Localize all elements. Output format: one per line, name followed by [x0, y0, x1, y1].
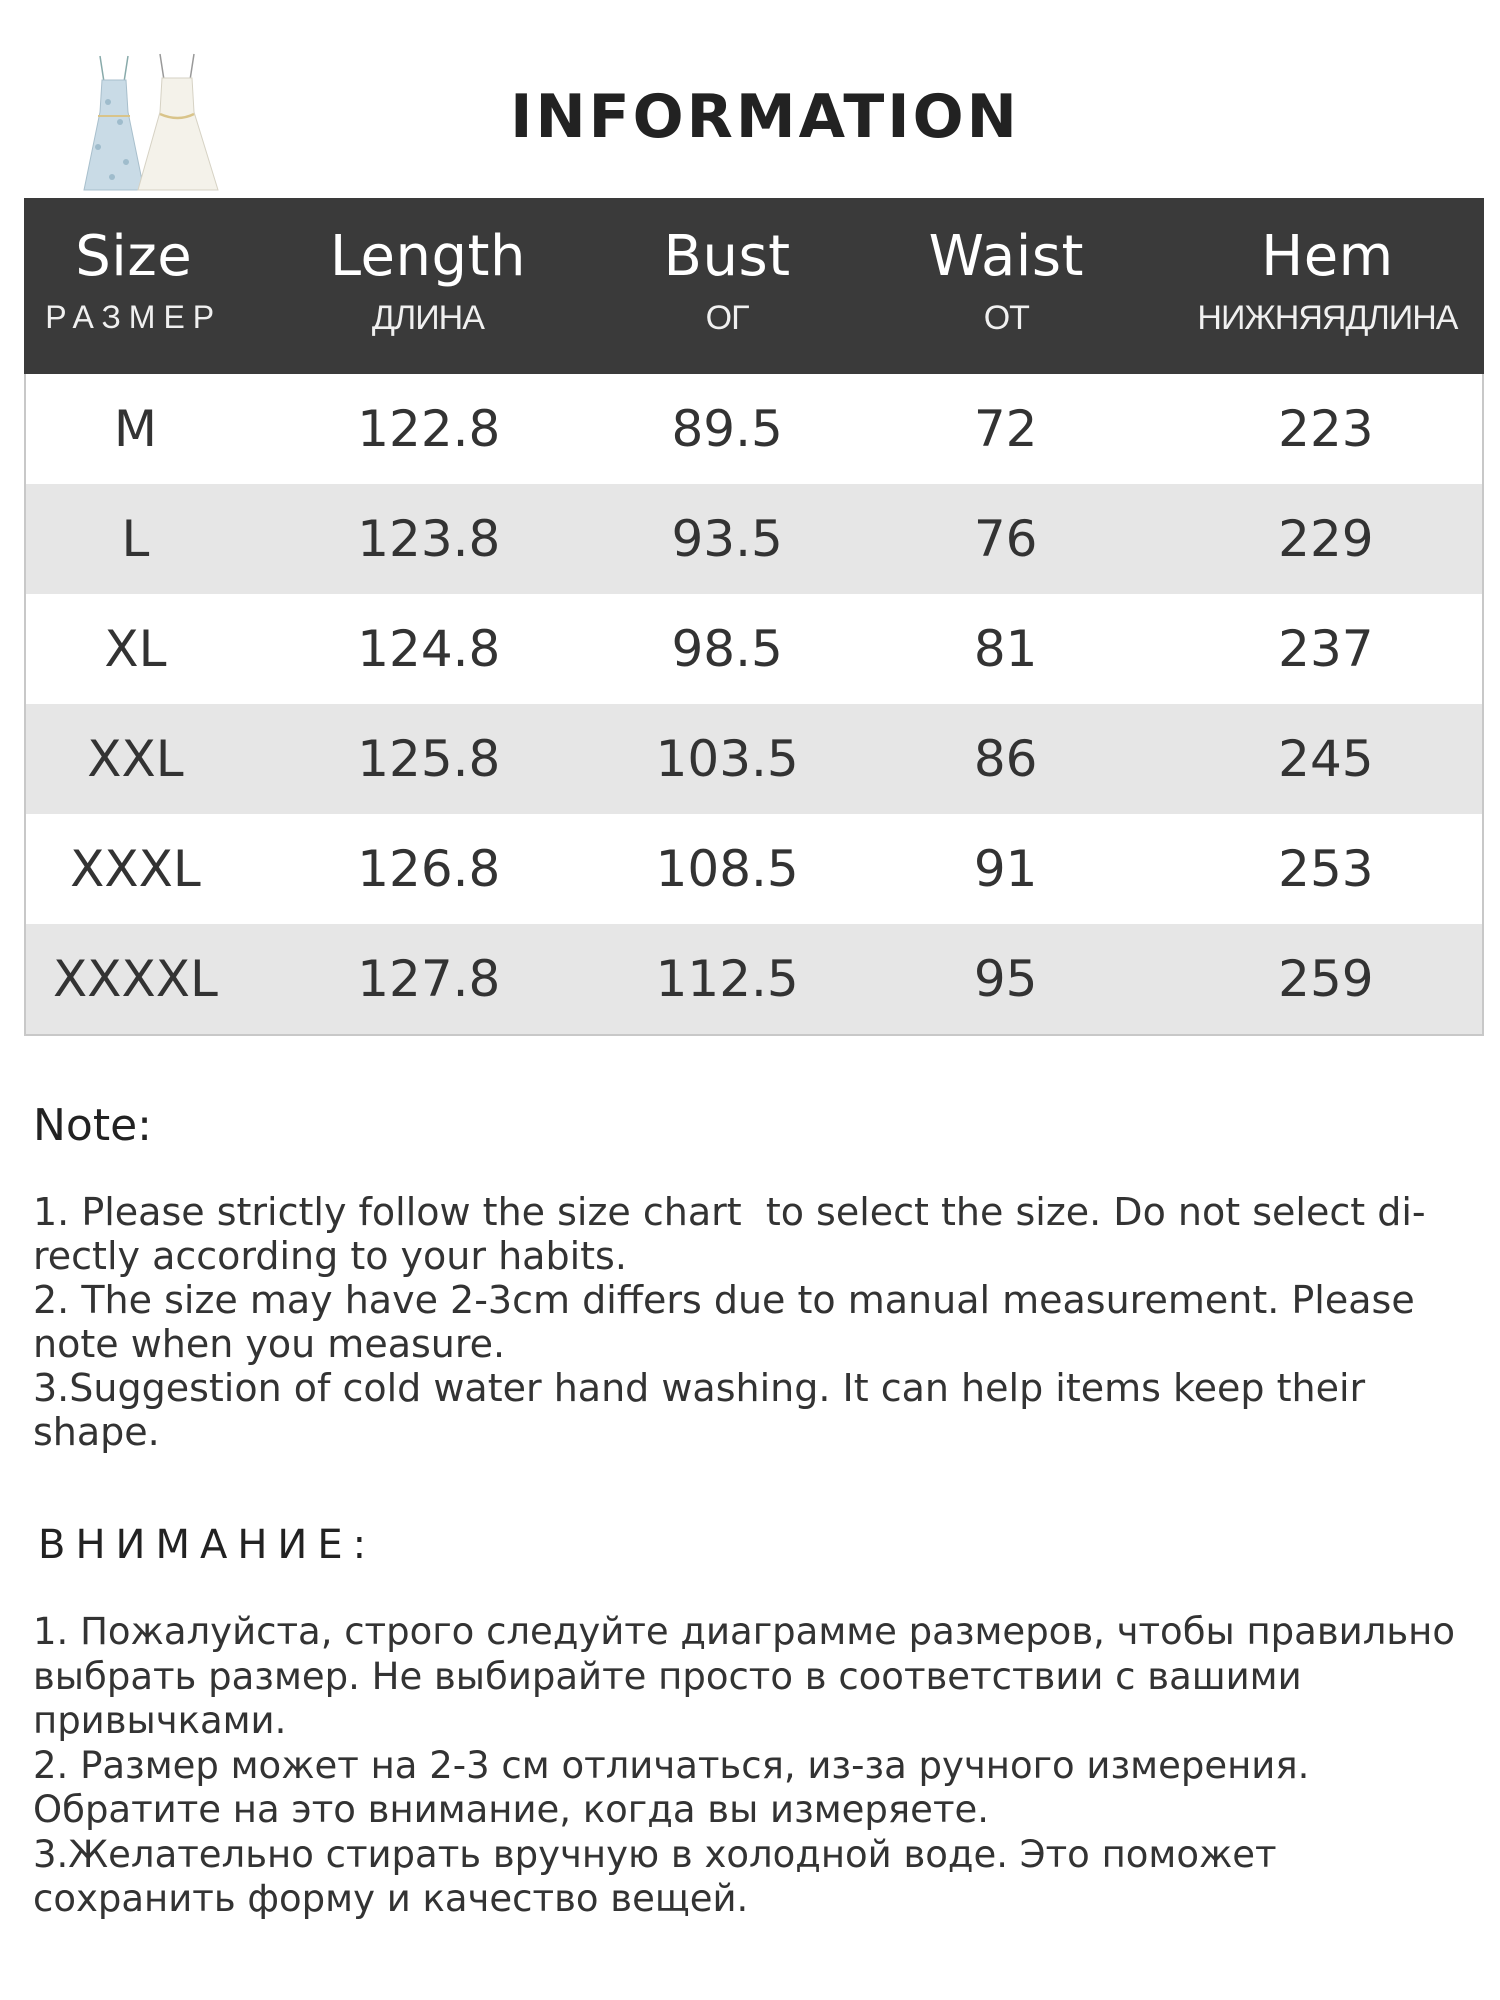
ru-note-heading: ВНИМАНИЕ: — [38, 1522, 377, 1568]
cell-size: M — [113, 400, 157, 458]
ru-note-line: 1. Пожалуйста, строго следуйте диаграмме размеров, чтобы правильно — [33, 1610, 1455, 1653]
cell-size: XXXL — [70, 840, 201, 898]
header-bust — [612, 198, 841, 374]
table-row — [26, 484, 1482, 594]
ru-note-line: 2. Размер может на 2-3 см отличаться, из-за ручного измерения. — [33, 1743, 1310, 1787]
ru-note-text — [33, 1610, 1473, 1922]
header-length-ru: ДЛИНА — [371, 299, 484, 337]
cell-bust: 103.5 — [655, 730, 799, 788]
header-waist-ru: ОТ — [983, 299, 1029, 337]
note-line: note when you measure. — [33, 1322, 506, 1366]
note-line: 3.Suggestion of cold water hand washing. It can help items keep their — [33, 1366, 1366, 1410]
header-hem-en: Hem — [1261, 224, 1394, 289]
header-bust-ru: ОГ — [705, 299, 749, 337]
header-size-ru: РАЗМЕР — [45, 299, 223, 335]
header-length-en: Length — [329, 224, 526, 289]
cell-hem: 223 — [1278, 400, 1374, 458]
cell-bust: 89.5 — [671, 400, 783, 458]
cell-bust: 108.5 — [655, 840, 799, 898]
cell-length: 123.8 — [357, 510, 501, 568]
header-bust-en: Bust — [663, 224, 791, 289]
cell-waist: 91 — [973, 840, 1038, 898]
cell-waist: 95 — [973, 950, 1038, 1008]
cell-hem: 253 — [1278, 840, 1374, 898]
cell-bust: 93.5 — [671, 510, 783, 568]
cell-bust: 112.5 — [655, 950, 799, 1008]
cell-hem: 229 — [1278, 510, 1374, 568]
table-row — [26, 374, 1482, 484]
cell-size: XL — [104, 620, 167, 678]
header-size-en: Size — [75, 224, 193, 289]
cell-waist: 76 — [973, 510, 1038, 568]
ru-note-line: выбрать размер. Не выбирайте просто в соответствии с вашими — [33, 1654, 1302, 1698]
cell-length: 122.8 — [357, 400, 501, 458]
cell-bust: 98.5 — [671, 620, 783, 678]
table-row — [26, 594, 1482, 704]
page-title: INFORMATION — [510, 82, 1020, 152]
header-hem-ru: НИЖНЯЯДЛИНА — [1197, 299, 1458, 337]
ru-note-line: Обратите на это внимание, когда вы измеряете. — [33, 1788, 990, 1831]
header-length — [243, 198, 612, 374]
size-chart-table — [24, 198, 1484, 1036]
cell-hem: 245 — [1278, 730, 1374, 788]
cell-length: 127.8 — [357, 950, 501, 1008]
cell-waist: 72 — [973, 400, 1038, 458]
note-line: shape. — [33, 1410, 160, 1454]
cell-size: L — [121, 510, 150, 568]
cell-length: 124.8 — [357, 620, 501, 678]
header-waist-en: Waist — [928, 224, 1084, 289]
note-text — [33, 1190, 1473, 1454]
note-line: 2. The size may have 2-3cm differs due to manual measurement. Please — [33, 1278, 1415, 1322]
ru-note-line: привычками. — [33, 1699, 287, 1742]
ru-note-line: 3.Желательно стирать вручную в холодной воде. Это поможет — [33, 1832, 1277, 1876]
cell-hem: 237 — [1278, 620, 1374, 678]
note-line: rectly according to your habits. — [33, 1234, 627, 1278]
cell-waist: 81 — [973, 620, 1038, 678]
cell-size: XXXXL — [52, 950, 218, 1008]
table-row — [26, 814, 1482, 924]
ru-note-line: сохранить форму и качество вещей. — [33, 1877, 749, 1920]
header-size — [24, 198, 243, 374]
cell-size: XXL — [87, 730, 184, 788]
table-header — [24, 198, 1484, 374]
header-hem — [1171, 198, 1484, 374]
cell-hem: 259 — [1278, 950, 1374, 1008]
header-waist — [842, 198, 1171, 374]
table-row — [26, 924, 1482, 1034]
note-heading: Note: — [33, 1100, 152, 1151]
cell-length: 126.8 — [357, 840, 501, 898]
table-row — [26, 704, 1482, 814]
cell-length: 125.8 — [357, 730, 501, 788]
cell-waist: 86 — [973, 730, 1038, 788]
note-line: 1. Please strictly follow the size chart to select the size. Do not select di- — [33, 1190, 1426, 1234]
